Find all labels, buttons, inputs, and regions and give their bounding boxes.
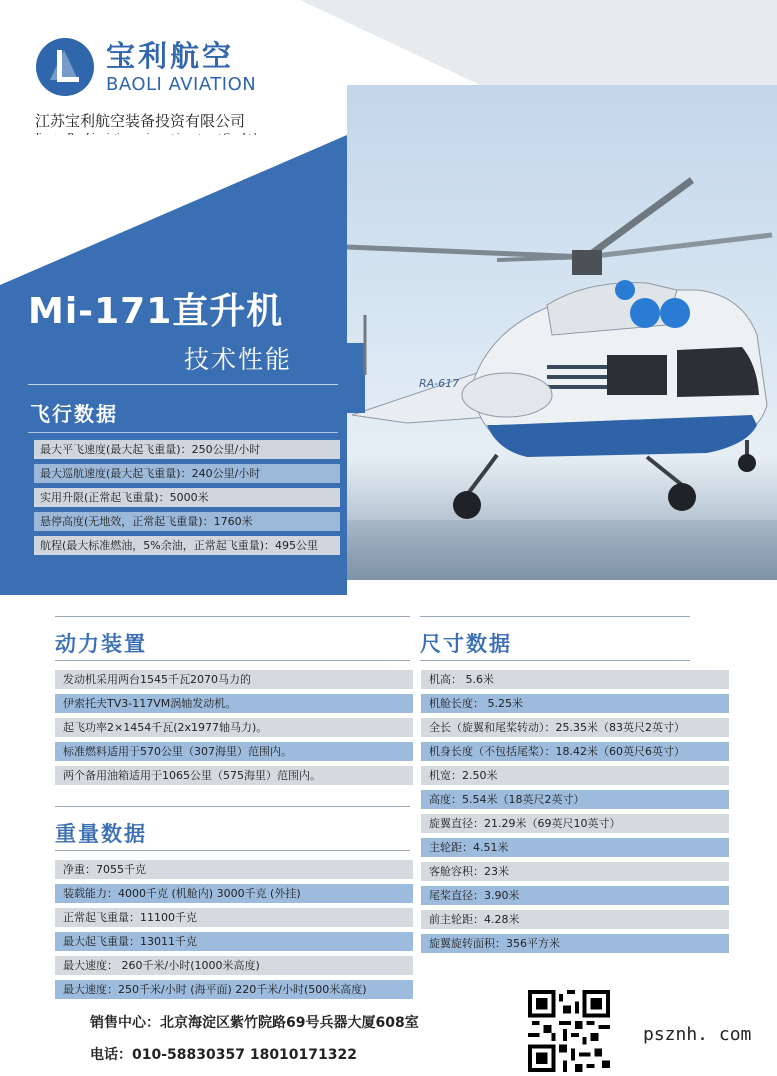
weight-row: 最大起飞重量：13011千克 xyxy=(55,932,413,951)
dimension-row: 前主轮距：4.28米 xyxy=(421,910,729,929)
weight-divider xyxy=(55,850,410,851)
flight-data-row: 实用升限(正常起飞重量)：5000米 xyxy=(34,488,340,507)
power-row: 标准燃料适用于570公里（307海里）范围内。 xyxy=(55,742,413,761)
sales-center-address: 销售中心：北京海淀区紫竹院路69号兵器大厦608室 xyxy=(90,1015,419,1031)
dimensions-top-divider xyxy=(420,616,690,617)
weight-heading: 重量数据 xyxy=(55,822,147,846)
power-row: 起飞功率2×1454千瓦(2x1977轴马力)。 xyxy=(55,718,413,737)
contact-phone: 电话：010-58830357 18010171322 xyxy=(90,1047,357,1063)
qr-code-icon xyxy=(527,990,611,1072)
power-top-divider xyxy=(55,616,410,617)
dimension-row: 旋翼旋转面积：356平方米 xyxy=(421,934,729,953)
dimension-row: 客舱容积：23米 xyxy=(421,862,729,881)
brand-logo xyxy=(30,38,330,108)
dimensions-divider xyxy=(420,660,690,661)
power-heading: 动力装置 xyxy=(55,632,147,656)
power-list xyxy=(55,670,413,790)
dimension-row: 机舱长度： 5.25米 xyxy=(421,694,729,713)
weight-row: 最大速度： 260千米/小时(1000米高度) xyxy=(55,956,413,975)
registration-mark: RA-617 xyxy=(419,377,460,390)
flight-data-row: 最大巡航速度(最大起飞重量)：240公里/小时 xyxy=(34,464,340,483)
watermark-text: psznh. com xyxy=(643,1024,752,1045)
logo-icon xyxy=(36,38,94,96)
flight-data-divider xyxy=(28,432,338,433)
weight-row: 装载能力：4000千克 (机舱内) 3000千克 (外挂) xyxy=(55,884,413,903)
flight-data-row: 航程(最大标准燃油，5%余油，正常起飞重量)：495公里 xyxy=(34,536,340,555)
title-panel-diagonal xyxy=(0,135,347,285)
dimension-row: 高度：5.54米（18英尺2英寸） xyxy=(421,790,729,809)
power-row: 两个备用油箱适用于1065公里（575海里）范围内。 xyxy=(55,766,413,785)
helicopter-photo xyxy=(347,85,777,580)
qr-code-graphic xyxy=(527,990,611,1072)
dimension-row: 主轮距：4.51米 xyxy=(421,838,729,857)
title-divider xyxy=(28,384,338,385)
helicopter-illustration xyxy=(347,85,777,580)
weight-list xyxy=(55,860,413,1004)
power-row: 发动机采用两台1545千瓦2070马力的 xyxy=(55,670,413,689)
header-grey-band xyxy=(480,0,777,85)
weight-row: 正常起飞重量：11100千克 xyxy=(55,908,413,927)
flight-data-row: 悬停高度(无地效，正常起飞重量)：1760米 xyxy=(34,512,340,531)
dimension-row: 旋翼直径：21.29米（69英尺10英寸） xyxy=(421,814,729,833)
page-subtitle: 技术性能 xyxy=(184,345,293,374)
power-row: 伊索托夫TV3-117VM涡轴发动机。 xyxy=(55,694,413,713)
flight-data-heading: 飞行数据 xyxy=(30,402,118,426)
brand-name-en: BAOLI AVIATION xyxy=(106,74,257,95)
dimension-row: 机高： 5.6米 xyxy=(421,670,729,689)
power-divider xyxy=(55,660,410,661)
flight-data-row: 最大平飞速度(最大起飞重量)：250公里/小时 xyxy=(34,440,340,459)
dimension-row: 全长（旋翼和尾桨转动）：25.35米（83英尺2英寸） xyxy=(421,718,729,737)
page-title: Mi-171直升机 xyxy=(28,291,284,332)
weight-row: 净重：7055千克 xyxy=(55,860,413,879)
weight-top-divider xyxy=(55,806,410,807)
flight-data-list xyxy=(34,440,344,560)
brand-name-cn: 宝利航空 xyxy=(106,39,235,73)
weight-row: 最大速度：250千米/小时 (海平面) 220千米/小时(500米高度) xyxy=(55,980,413,999)
company-name-cn: 江苏宝利航空装备投资有限公司 xyxy=(35,112,246,130)
dimensions-heading: 尺寸数据 xyxy=(420,632,512,656)
dimension-row: 机身长度（不包括尾桨）：18.42米（60英尺6英寸） xyxy=(421,742,729,761)
dimension-row: 机宽：2.50米 xyxy=(421,766,729,785)
dimensions-list xyxy=(421,670,729,958)
dimension-row: 尾桨直径：3.90米 xyxy=(421,886,729,905)
